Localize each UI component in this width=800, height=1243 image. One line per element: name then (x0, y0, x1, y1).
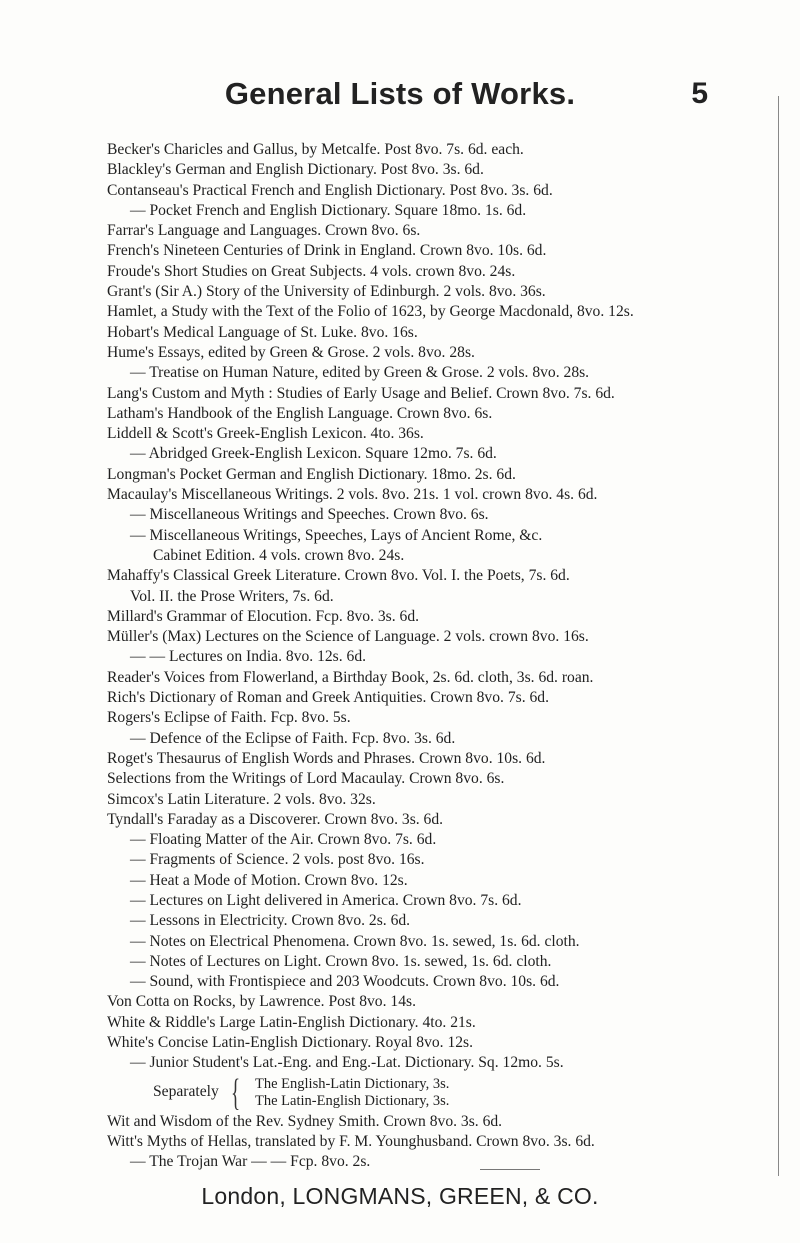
list-item: — The Trojan War — — Fcp. 8vo. 2s. (130, 1153, 371, 1171)
list-item: Macaulay's Miscellaneous Writings. 2 vols. 8vo. 21s. 1 vol. crown 8vo. 4s. 6d. (107, 486, 598, 504)
list-item: — — Lectures on India. 8vo. 12s. 6d. (130, 648, 367, 666)
list-item: — Miscellaneous Writings, Speeches, Lays of Ancient Rome, &c. (130, 526, 543, 544)
list-item: Roget's Thesaurus of English Words and Phrases. Crown 8vo. 10s. 6d. (107, 749, 546, 767)
list-item: Rogers's Eclipse of Faith. Fcp. 8vo. 5s. (107, 709, 351, 727)
list-item: Müller's (Max) Lectures on the Science of Language. 2 vols. crown 8vo. 16s. (107, 628, 589, 646)
list-item: — Pocket French and English Dictionary. Square 18mo. 1s. 6d. (130, 201, 527, 219)
list-item: Froude's Short Studies on Great Subjects. 4 vols. crown 8vo. 24s. (107, 262, 516, 280)
list-item: — Miscellaneous Writings and Speeches. Crown 8vo. 6s. (130, 506, 489, 524)
works-list (107, 140, 777, 1173)
list-item: Mahaffy's Classical Greek Literature. Crown 8vo. Vol. I. the Poets, 7s. 6d. (107, 567, 570, 585)
list-item: — Lessons in Electricity. Crown 8vo. 2s. 6d. (130, 912, 411, 930)
list-item: — Heat a Mode of Motion. Crown 8vo. 12s. (130, 871, 408, 889)
list-item: Simcox's Latin Literature. 2 vols. 8vo. 32s. (107, 790, 376, 808)
list-item: — Junior Student's Lat.-Eng. and Eng.-Lat. Dictionary. Sq. 12mo. 5s. (130, 1054, 564, 1072)
separately-item: The Latin-English Dictionary, 3s. (255, 1092, 450, 1109)
list-item: Liddell & Scott's Greek-English Lexicon. 4to. 36s. (107, 425, 424, 443)
list-item: Selections from the Writings of Lord Macaulay. Crown 8vo. 6s. (107, 770, 505, 788)
publisher-footer: London, LONGMANS, GREEN, & CO. (201, 1183, 599, 1209)
list-item: — Defence of the Eclipse of Faith. Fcp. 8vo. 3s. 6d. (130, 729, 456, 747)
separately-item: The English-Latin Dictionary, 3s. (255, 1075, 450, 1092)
list-item: Rich's Dictionary of Roman and Greek Antiquities. Crown 8vo. 7s. 6d. (107, 689, 549, 707)
list-item: French's Nineteen Centuries of Drink in England. Crown 8vo. 10s. 6d. (107, 242, 547, 260)
page-title: General Lists of Works. (224, 76, 576, 111)
list-item: Blackley's German and English Dictionary. Post 8vo. 3s. 6d. (107, 161, 484, 179)
separately-label: Separately (153, 1082, 219, 1100)
list-item: White's Concise Latin-English Dictionary. Royal 8vo. 12s. (107, 1034, 474, 1052)
list-item: Witt's Myths of Hellas, translated by F. M. Younghusband. Crown 8vo. 3s. 6d. (107, 1132, 595, 1150)
list-item: — Notes on Electrical Phenomena. Crown 8vo. 1s. sewed, 1s. 6d. cloth. (130, 932, 580, 950)
list-item: White & Riddle's Large Latin-English Dictionary. 4to. 21s. (107, 1013, 476, 1031)
list-item: Becker's Charicles and Gallus, by Metcalfe. Post 8vo. 7s. 6d. each. (107, 141, 524, 158)
list-item: Millard's Grammar of Elocution. Fcp. 8vo. 3s. 6d. (107, 607, 420, 625)
list-item: Hume's Essays, edited by Green & Grose. 2 vols. 8vo. 28s. (107, 343, 475, 361)
list-item: Hamlet, a Study with the Text of the Folio of 1623, by George Macdonald, 8vo. 12s. (107, 303, 634, 321)
curly-brace-icon: { (231, 1071, 241, 1114)
list-item: Grant's (Sir A.) Story of the University of Edinburgh. 2 vols. 8vo. 36s. (107, 283, 546, 301)
page-header (0, 76, 800, 126)
list-item: Reader's Voices from Flowerland, a Birthday Book, 2s. 6d. cloth, 3s. 6d. roan. (107, 668, 594, 686)
list-item: Wit and Wisdom of the Rev. Sydney Smith. Crown 8vo. 3s. 6d. (107, 1112, 503, 1130)
list-item: — Treatise on Human Nature, edited by Green & Grose. 2 vols. 8vo. 28s. (130, 364, 590, 382)
list-item: — Abridged Greek-English Lexicon. Square 12mo. 7s. 6d. (130, 445, 497, 463)
list-item: Hobart's Medical Language of St. Luke. 8vo. 16s. (107, 323, 418, 341)
right-margin-rule (778, 96, 779, 1176)
footer-rule (480, 1169, 540, 1170)
list-item: Tyndall's Faraday as a Discoverer. Crown 8vo. 3s. 6d. (107, 810, 444, 828)
separately-block (107, 1071, 777, 1114)
list-item: Farrar's Language and Languages. Crown 8vo. 6s. (107, 222, 421, 240)
list-item: — Lectures on Light delivered in America. Crown 8vo. 7s. 6d. (130, 891, 522, 909)
list-item: Lang's Custom and Myth : Studies of Early Usage and Belief. Crown 8vo. 7s. 6d. (107, 384, 615, 402)
list-item: — Floating Matter of the Air. Crown 8vo. 7s. 6d. (130, 831, 437, 849)
list-item: Von Cotta on Rocks, by Lawrence. Post 8vo. 14s. (107, 993, 416, 1011)
list-item: — Sound, with Frontispiece and 203 Woodcuts. Crown 8vo. 10s. 6d. (130, 973, 560, 991)
list-item: — Fragments of Science. 2 vols. post 8vo. 16s. (130, 851, 425, 869)
list-item: Contanseau's Practical French and English Dictionary. Post 8vo. 3s. 6d. (107, 181, 553, 199)
list-item: Longman's Pocket German and English Dictionary. 18mo. 2s. 6d. (107, 465, 516, 483)
list-item: Latham's Handbook of the English Language. Crown 8vo. 6s. (107, 404, 493, 422)
list-item: — Notes of Lectures on Light. Crown 8vo. 1s. sewed, 1s. 6d. cloth. (130, 952, 552, 970)
list-item: Vol. II. the Prose Writers, 7s. 6d. (130, 587, 334, 605)
page-number: 5 (691, 77, 708, 110)
list-item: Cabinet Edition. 4 vols. crown 8vo. 24s. (153, 546, 405, 564)
